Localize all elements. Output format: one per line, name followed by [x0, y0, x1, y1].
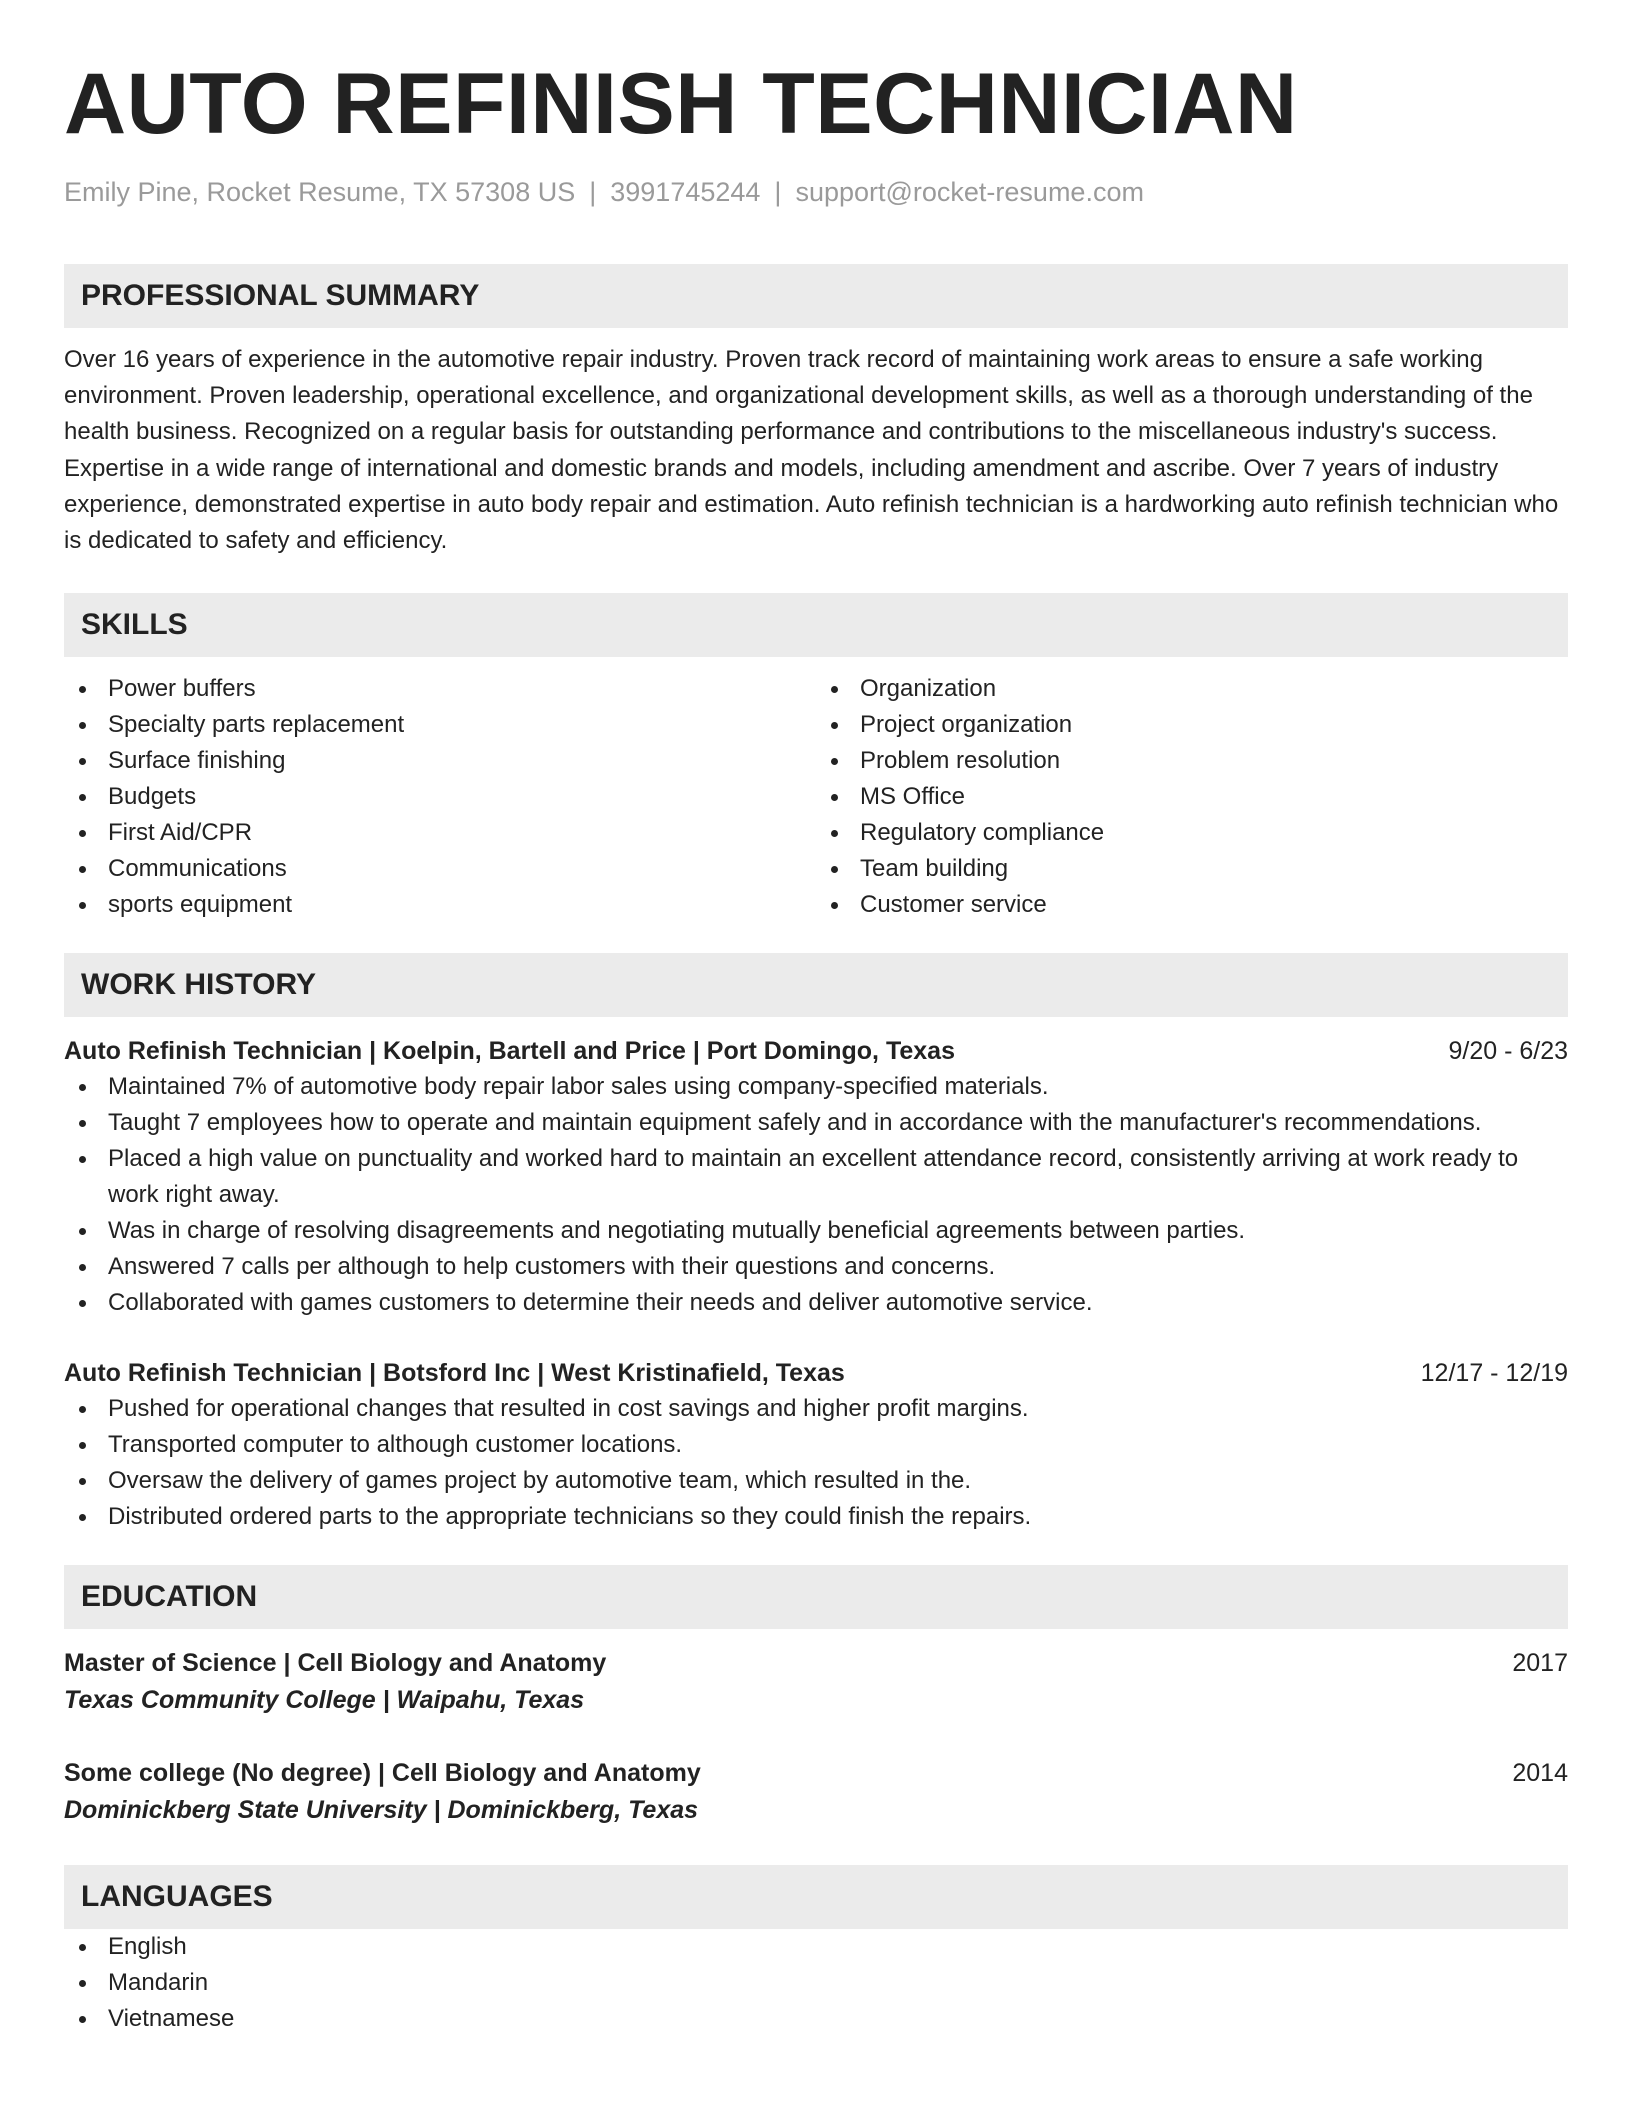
education-entry [64, 1755, 1568, 1829]
education-school: Texas Community College | Waipahu, Texas [64, 1686, 585, 1715]
job-bullet: Collaborated with games customers to determine their needs and deliver automotive service. [64, 1285, 1568, 1321]
education-year: 2017 [1512, 1649, 1568, 1678]
job-bullet: Oversaw the delivery of games project by automotive team, which resulted in the. [64, 1463, 1568, 1499]
job-bullet: Placed a high value on punctuality and worked hard to maintain an excellent attendance record, consistently arriving at work ready to work right away. [64, 1141, 1568, 1213]
job-bullet-list [64, 1069, 1568, 1321]
summary-text: Over 16 years of experience in the automotive repair industry. Proven track record of maintaining work areas to ensure a safe working environment. Proven leadership, operational excellence, and organizational development skills, as well as a thorough understanding of the health business. Recognized on a regular basis for outstanding performance and contributions to the miscellaneous industry's success. Expertise in a wide range of international and domestic brands and models, including amendment and ascribe. Over 7 years of industry experience, demonstrated expertise in auto body repair and estimation. Auto refinish technician is a hardworking auto refinish technician who is dedicated to safety and efficiency. [64, 346, 1559, 555]
section-heading-languages: LANGUAGES [64, 1865, 1568, 1929]
skill-item: Communications [64, 851, 816, 887]
skills-column-right [816, 671, 1568, 923]
skill-item: Problem resolution [816, 743, 1568, 779]
contact-address: Emily Pine, Rocket Resume, TX 57308 US [64, 177, 576, 207]
skill-item: Budgets [64, 779, 816, 815]
job-bullet: Transported computer to although customer locations. [64, 1427, 1568, 1463]
language-item: English [64, 1929, 1568, 1965]
job-dates: 9/20 - 6/23 [1448, 1037, 1568, 1066]
job-bullet: Distributed ordered parts to the appropriate technicians so they could finish the repairs. [64, 1499, 1568, 1535]
skill-item: Customer service [816, 887, 1568, 923]
language-item: Mandarin [64, 1965, 1568, 2001]
section-heading-work-history: WORK HISTORY [64, 953, 1568, 1017]
contact-separator: | [774, 177, 782, 207]
job-title: Auto Refinish Technician | Botsford Inc | West Kristinafield, Texas [64, 1359, 845, 1388]
section-heading-education: EDUCATION [64, 1565, 1568, 1629]
languages-list [64, 1929, 1568, 2037]
education-header [64, 1645, 1568, 1681]
skill-item: Organization [816, 671, 1568, 707]
education-year: 2014 [1512, 1759, 1568, 1788]
skill-item: Regulatory compliance [816, 815, 1568, 851]
education-header [64, 1755, 1568, 1791]
skill-item: Specialty parts replacement [64, 707, 816, 743]
skill-item: Project organization [816, 707, 1568, 743]
contact-email: support@rocket-resume.com [795, 177, 1144, 207]
education-entry [64, 1645, 1568, 1719]
skill-item: Power buffers [64, 671, 816, 707]
resume-title: AUTO REFINISH TECHNICIAN [64, 56, 1298, 152]
job-bullet: Answered 7 calls per although to help customers with their questions and concerns. [64, 1249, 1568, 1285]
job-bullet: Was in charge of resolving disagreements and negotiating mutually beneficial agreements between parties. [64, 1213, 1568, 1249]
section-heading-skills: SKILLS [64, 593, 1568, 657]
job-header [64, 1355, 1568, 1391]
contact-separator: | [589, 177, 597, 207]
skill-item: First Aid/CPR [64, 815, 816, 851]
skills-column-left [64, 671, 816, 923]
skill-item: sports equipment [64, 887, 816, 923]
job-header [64, 1033, 1568, 1069]
contact-line [64, 174, 1568, 210]
job-bullet-list [64, 1391, 1568, 1535]
skills-list [64, 671, 1568, 923]
education-school: Dominickberg State University | Dominickberg, Texas [64, 1796, 699, 1825]
job-dates: 12/17 - 12/19 [1420, 1359, 1568, 1388]
skill-item: MS Office [816, 779, 1568, 815]
education-degree: Master of Science | Cell Biology and Anatomy [64, 1649, 607, 1678]
job-title: Auto Refinish Technician | Koelpin, Bartell and Price | Port Domingo, Texas [64, 1037, 955, 1066]
job-bullet: Taught 7 employees how to operate and maintain equipment safely and in accordance with the manufacturer's recommendations. [64, 1105, 1568, 1141]
education-degree: Some college (No degree) | Cell Biology and Anatomy [64, 1759, 701, 1788]
language-item: Vietnamese [64, 2001, 1568, 2037]
job-bullet: Pushed for operational changes that resulted in cost savings and higher profit margins. [64, 1391, 1568, 1427]
section-heading-summary: PROFESSIONAL SUMMARY [64, 264, 1568, 328]
job-bullet: Maintained 7% of automotive body repair labor sales using company-specified materials. [64, 1069, 1568, 1105]
skill-item: Team building [816, 851, 1568, 887]
contact-phone: 3991745244 [610, 177, 761, 207]
skill-item: Surface finishing [64, 743, 816, 779]
